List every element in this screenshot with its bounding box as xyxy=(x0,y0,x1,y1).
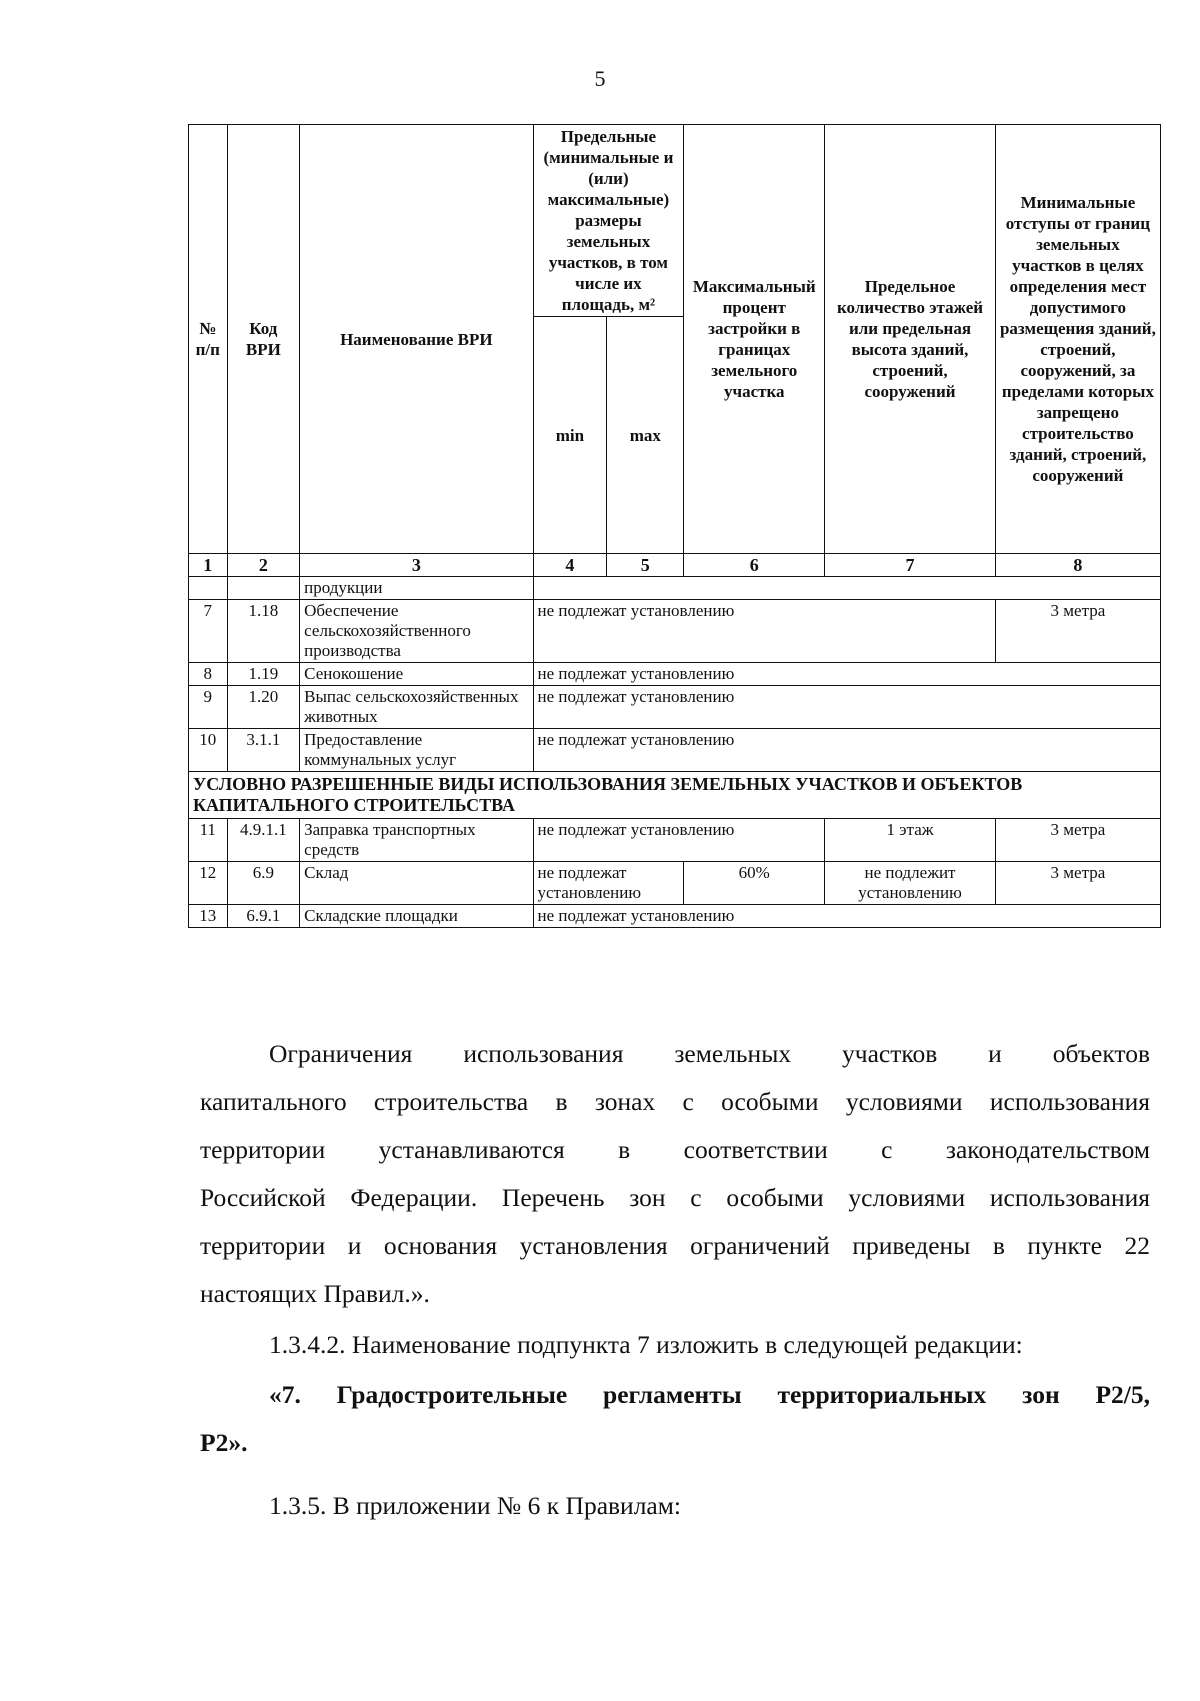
header-code: Код ВРИ xyxy=(227,125,300,554)
column-number: 8 xyxy=(995,554,1160,577)
heading-line-1: «7. Градостроительные регламенты территориальных зон Р2/5, xyxy=(269,1380,1150,1409)
column-number: 6 xyxy=(684,554,825,577)
item-1-3-5: 1.3.5. В приложении № 6 к Правилам: xyxy=(269,1491,681,1520)
row-note: не подлежат установлению xyxy=(533,663,1160,686)
row-number: 9 xyxy=(189,686,228,729)
column-number: 5 xyxy=(607,554,684,577)
table-row xyxy=(189,729,1161,772)
row-code: 1.20 xyxy=(227,686,300,729)
row-name: Складские площадки xyxy=(300,905,533,928)
row-name: продукции xyxy=(300,577,533,600)
row-name: Предоставление коммунальных услуг xyxy=(300,729,533,772)
paragraph-line: территории и основания установления ограничений приведены в пункте 22 xyxy=(200,1231,1150,1260)
regulations-table xyxy=(188,124,1161,928)
page-number: 5 xyxy=(594,66,606,91)
row-setback: 3 метра xyxy=(995,819,1160,862)
row-note: не подлежат установлению xyxy=(533,819,825,862)
table-row xyxy=(189,686,1161,729)
header-min: min xyxy=(533,317,607,554)
row-name: Выпас сельскохозяйственных животных xyxy=(300,686,533,729)
row-name: Склад xyxy=(300,862,533,905)
header-name: Наименование ВРИ xyxy=(300,125,533,554)
row-number: 12 xyxy=(189,862,228,905)
row-code: 6.9.1 xyxy=(227,905,300,928)
table-row xyxy=(189,663,1161,686)
row-note: не подлежат установлению xyxy=(533,600,995,663)
section-title: УСЛОВНО РАЗРЕШЕННЫЕ ВИДЫ ИСПОЛЬЗОВАНИЯ ЗЕМЕЛЬНЫХ УЧАСТКОВ И ОБЪЕКТОВ КАПИТАЛЬНОГО СТРОИТЕЛЬСТВА xyxy=(189,772,1161,819)
row-code: 1.18 xyxy=(227,600,300,663)
row-number: 8 xyxy=(189,663,228,686)
paragraph-line: капитального строительства в зонах с особыми условиями использования xyxy=(200,1087,1150,1116)
row-code: 4.9.1.1 xyxy=(227,819,300,862)
row-code: 3.1.1 xyxy=(227,729,300,772)
row-number: 10 xyxy=(189,729,228,772)
restrictions-paragraph xyxy=(200,1030,1150,1318)
heading-line-2: Р2». xyxy=(200,1428,248,1457)
table-row xyxy=(189,862,1161,905)
item-1-3-4-2: 1.3.4.2. Наименование подпункта 7 изложить в следующей редакции: xyxy=(269,1330,1023,1359)
row-number: 11 xyxy=(189,819,228,862)
paragraph-line: территории устанавливаются в соответствии с законодательством xyxy=(200,1135,1150,1164)
paragraph-line: Ограничения использования земельных участков и объектов xyxy=(269,1039,1150,1068)
section-row xyxy=(189,772,1161,819)
table-row xyxy=(189,819,1161,862)
row-percent: 60% xyxy=(684,862,825,905)
column-number: 1 xyxy=(189,554,228,577)
table-row xyxy=(189,577,1161,600)
header-number: № п/п xyxy=(189,125,228,554)
column-number: 2 xyxy=(227,554,300,577)
header-max: max xyxy=(607,317,684,554)
row-note: не подлежат установлению xyxy=(533,905,1160,928)
row-setback: 3 метра xyxy=(995,862,1160,905)
header-max-percent: Максимальный процент застройки в границах земельного участка xyxy=(684,125,825,554)
paragraph-line: Российской Федерации. Перечень зон с особыми условиями использования xyxy=(200,1183,1150,1212)
row-number: 13 xyxy=(189,905,228,928)
column-number: 7 xyxy=(825,554,996,577)
row-note: не подлежат установлению xyxy=(533,686,1160,729)
column-number: 4 xyxy=(533,554,607,577)
header-plot-sizes: Предельные (минимальные и (или) максимальные) размеры земельных участков, в том числе их площадь, м² xyxy=(533,125,684,317)
table-row xyxy=(189,600,1161,663)
row-number: 7 xyxy=(189,600,228,663)
row-floors: не подлежит установлению xyxy=(825,862,996,905)
table-row xyxy=(189,905,1161,928)
row-code: 6.9 xyxy=(227,862,300,905)
column-number-row xyxy=(189,554,1161,577)
row-name: Сенокошение xyxy=(300,663,533,686)
row-name: Обеспечение сельскохозяйственного производства xyxy=(300,600,533,663)
row-floors: 1 этаж xyxy=(825,819,996,862)
row-note: не подлежат установлению xyxy=(533,729,1160,772)
paragraph-line: настоящих Правил.». xyxy=(200,1279,430,1308)
column-number: 3 xyxy=(300,554,533,577)
row-code: 1.19 xyxy=(227,663,300,686)
row-sizes: не подлежат установлению xyxy=(533,862,684,905)
header-floors: Предельное количество этажей или предельная высота зданий, строений, сооружений xyxy=(825,125,996,554)
row-setback: 3 метра xyxy=(995,600,1160,663)
header-setbacks: Минимальные отступы от границ земельных участков в целях определения мест допустимого размещения зданий, строений, сооружений, за пределами которых запрещено строительство зданий, строений, сооружений xyxy=(995,125,1160,554)
row-name: Заправка транспортных средств xyxy=(300,819,533,862)
